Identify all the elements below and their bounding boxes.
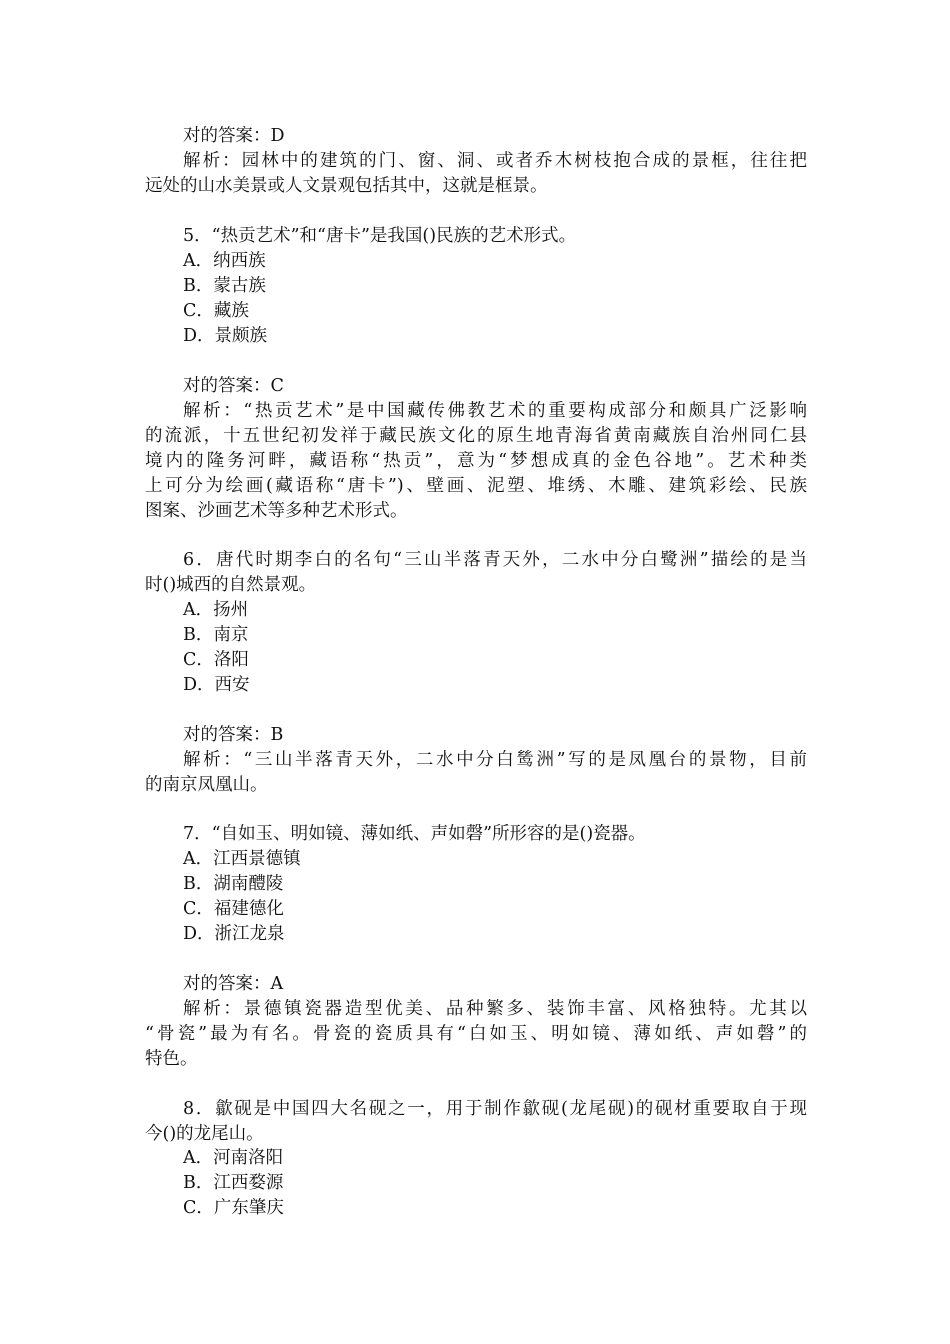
question-stem: 8．歙砚是中国四大名砚之一，用于制作歙砚(龙尾砚)的砚材重要取自于现 — [183, 1099, 807, 1119]
option-b: B．江西婺源 — [183, 1173, 284, 1193]
option-c: C．福建德化 — [183, 899, 284, 919]
explanation-line: 解析：景德镇瓷器造型优美、品种繁多、装饰丰富、风格独特。尤其以 — [183, 999, 807, 1019]
option-a: A．江西景德镇 — [183, 849, 301, 869]
explanation-line: 图案、沙画艺术等多种艺术形式。 — [145, 501, 408, 521]
option-a: A．扬州 — [183, 600, 249, 620]
option-c: C．广东肇庆 — [183, 1198, 284, 1218]
explanation-line: 远处的山水美景或人文景观包括其中，这就是框景。 — [145, 176, 548, 196]
option-b: B．湖南醴陵 — [183, 874, 284, 894]
option-a: A．纳西族 — [183, 251, 266, 271]
explanation-line: 解析：“三山半落青天外，二水中分白鸶洲”写的是凤凰台的景物，目前 — [183, 750, 807, 770]
explanation-line: 特色。 — [145, 1049, 198, 1069]
answer-line: 对的答案：D — [183, 126, 285, 146]
explanation-line: 解析：“热贡艺术”是中国藏传佛教艺术的重要构成部分和颇具广泛影响 — [183, 401, 807, 421]
answer-line: 对的答案：C — [183, 376, 284, 396]
explanation-line: 解析：园林中的建筑的门、窗、洞、或者乔木树枝抱合成的景框，往往把 — [183, 151, 807, 171]
option-c: C．洛阳 — [183, 650, 249, 670]
answer-line: 对的答案：B — [183, 725, 284, 745]
option-d: D．浙江龙泉 — [183, 924, 285, 944]
option-b: B．南京 — [183, 625, 249, 645]
question-stem: 今()的龙尾山。 — [145, 1124, 264, 1144]
answer-line: 对的答案：A — [183, 974, 284, 994]
option-a: A．河南洛阳 — [183, 1148, 284, 1168]
explanation-line: 上可分为绘画(藏语称“唐卡”)、壁画、泥塑、堆绣、木雕、建筑彩绘、民族 — [145, 476, 807, 496]
option-c: C．藏族 — [183, 301, 249, 321]
explanation-line: 境内的隆务河畔，藏语称“热贡”，意为“梦想成真的金色谷地”。艺术种类 — [145, 451, 807, 471]
question-stem: 时()城西的自然景观。 — [145, 575, 317, 595]
question-stem: 6．唐代时期李白的名句“三山半落青天外，二水中分白鹭洲”描绘的是当 — [183, 550, 807, 570]
explanation-line: “骨瓷”最为有名。骨瓷的瓷质具有“白如玉、明如镜、薄如纸、声如磬”的 — [145, 1024, 807, 1044]
question-stem: 5．“热贡艺术”和“唐卡”是我国()民族的艺术形式。 — [183, 226, 577, 246]
option-b: B．蒙古族 — [183, 276, 266, 296]
option-d: D．西安 — [183, 675, 250, 695]
option-d: D．景颇族 — [183, 326, 268, 346]
explanation-line: 的流派，十五世纪初发祥于藏民族文化的原生地青海省黄南藏族自治州同仁县 — [145, 426, 807, 446]
explanation-line: 的南京凤凰山。 — [145, 775, 268, 795]
question-stem: 7．“自如玉、明如镜、薄如纸、声如磬”所形容的是()瓷器。 — [183, 824, 646, 844]
